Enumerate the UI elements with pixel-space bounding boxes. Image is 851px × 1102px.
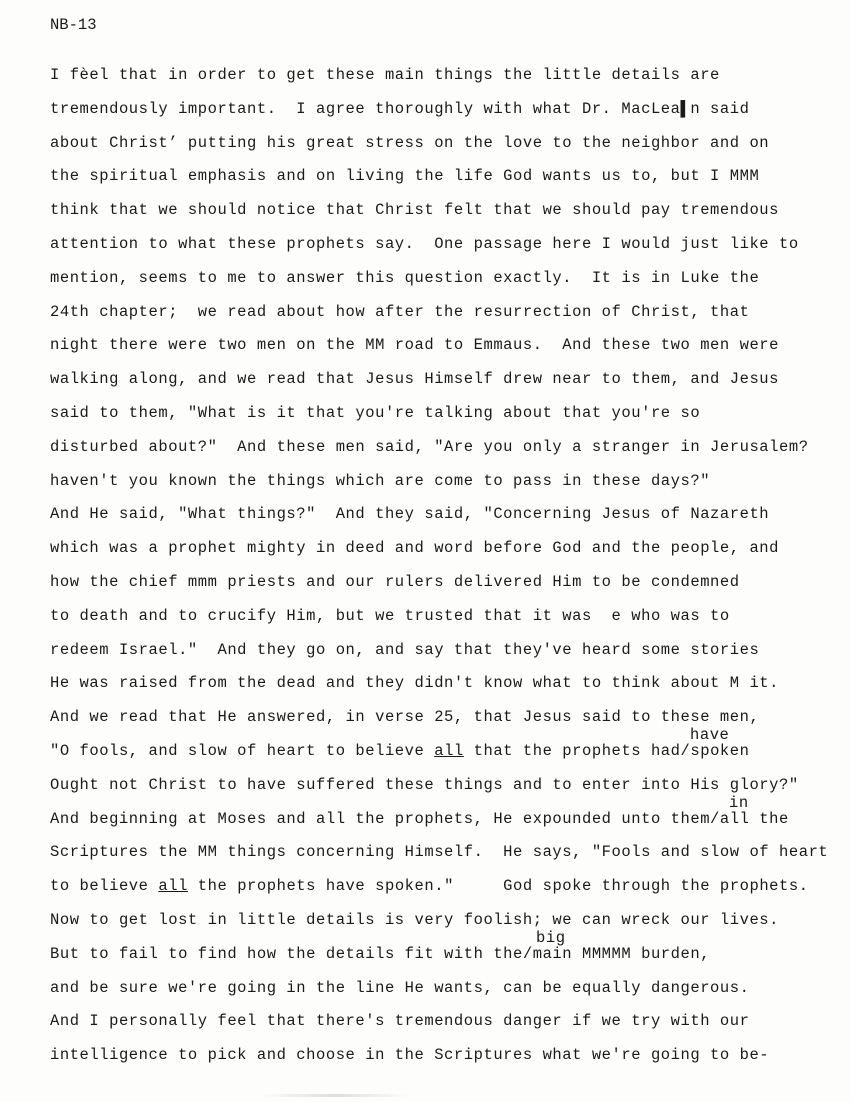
text-line: I fèel that in order to get these main things the little details are <box>50 66 720 84</box>
text-line: tremendously important. I agree thoroughly with what Dr. MacLea▌n said <box>50 99 750 118</box>
text-line: how the chief mmm priests and our rulers delivered Him to be condemned <box>50 573 740 591</box>
text-line: think that we should notice that Christ felt that we should pay tremendous <box>50 201 780 220</box>
text-line: which was a prophet mighty in deed and word before God and the people, and <box>50 539 780 558</box>
text-line: Scriptures the MM things concerning Himself. He says, "Fools and slow of heart <box>50 843 829 862</box>
text-line <box>50 875 809 897</box>
underlined-word: all <box>434 742 464 760</box>
text-line: 24th chapter; we read about how after the resurrection of Christ, that <box>50 302 750 321</box>
text-line: And He said, "What things?" And they said, "Concerning Jesus of Nazareth <box>50 505 770 524</box>
text-line: Now to get lost in little details is very foolish; we can wreck our lives. <box>50 911 780 929</box>
insertion-in: in <box>729 794 749 812</box>
text-line: But to fail to find how the details fit with the/main MMMMM burden, <box>50 944 711 963</box>
text-line: haven't you known the things which are come to pass in these days?" <box>50 471 711 490</box>
insertion-have: have <box>690 726 730 744</box>
text-line: about Christ’ putting his great stress on the love to the neighbor and on <box>50 133 770 152</box>
insertion-big: big <box>536 929 566 947</box>
text-line: disturbed about?" And these men said, "Are you only a stranger in Jerusalem? <box>50 437 809 456</box>
text-line: Ought not Christ to have suffered these things and to enter into His glory?" <box>50 775 799 794</box>
text-line: mention, seems to me to answer this question exactly. It is in Luke the <box>50 268 760 287</box>
line-segment: that the prophets had/spoken <box>463 742 750 760</box>
line-segment: to believe <box>50 877 159 896</box>
text-line: And we read that He answered, in verse 25, that Jesus said to these men, <box>50 708 760 727</box>
line-segment: "O fools, and slow of heart to believe <box>50 742 435 760</box>
text-line: walking along, and we read that Jesus Himself drew near to them, and Jesus <box>50 370 780 389</box>
text-line: And beginning at Moses and all the prophets, He expounded unto them/all the <box>50 809 789 828</box>
underlined-word: all <box>158 877 188 896</box>
text-line: He was raised from the dead and they didn't know what to think about M it. <box>50 674 780 693</box>
text-line: said to them, "What is it that you're talking about that you're so <box>50 404 701 422</box>
text-line: attention to what these prophets say. One passage here I would just like to <box>50 235 799 253</box>
text-line: the spiritual emphasis and on living the life God wants us to, but I MMM <box>50 167 760 186</box>
text-line: redeem Israel." And they go on, and say that they've heard some stories <box>50 640 760 659</box>
text-line: to death and to crucify Him, but we trusted that it was e who was to <box>50 606 730 625</box>
text-line <box>50 740 749 762</box>
text-line: night there were two men on the MM road to Emmaus. And these two men were <box>50 336 780 355</box>
text-line: intelligence to pick and choose in the Scriptures what we're going to be- <box>50 1046 770 1065</box>
text-line: and be sure we're going in the line He wants, can be equally dangerous. <box>50 978 750 997</box>
text-line: And I personally feel that there's tremendous danger if we try with our <box>50 1012 750 1031</box>
line-segment: the prophets have spoken." God spoke through the prophets. <box>187 877 809 896</box>
page-identifier: NB-13 <box>50 16 97 34</box>
scan-smudge <box>260 1094 410 1097</box>
